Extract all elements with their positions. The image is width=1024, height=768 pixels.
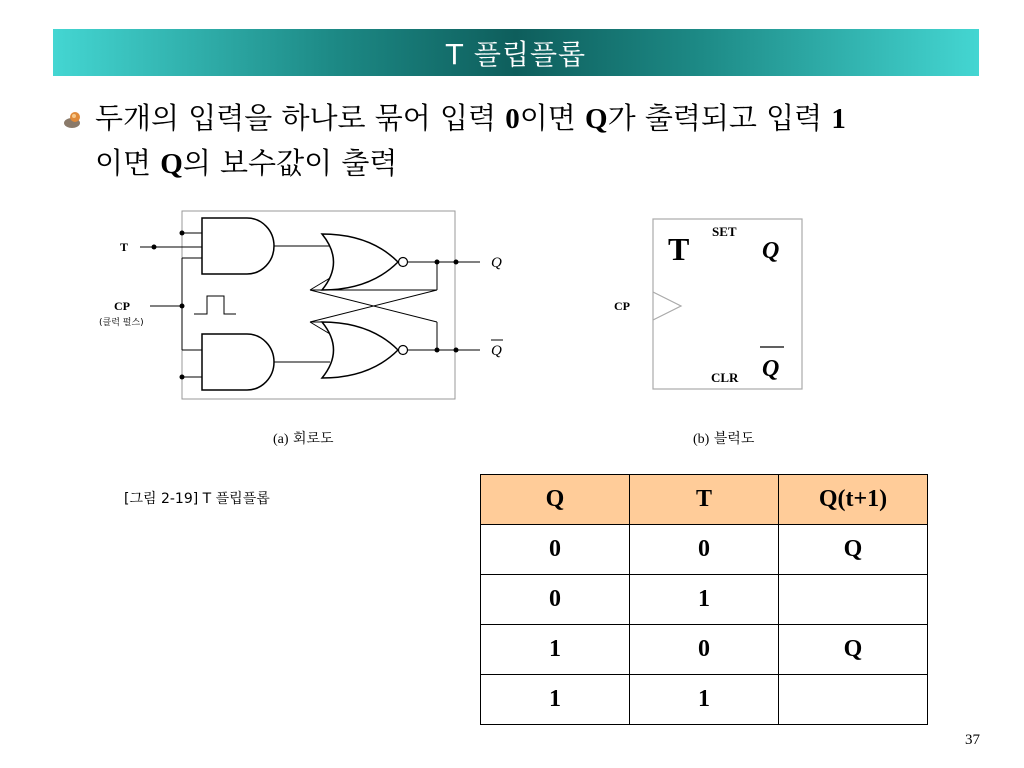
block-box <box>653 219 802 389</box>
table-header: Q <box>481 475 630 525</box>
table-cell: Q <box>779 525 928 575</box>
qbar-output-label: Q <box>491 343 502 359</box>
truth-table <box>480 474 928 725</box>
table-cell: 1 <box>630 575 779 625</box>
text-run: 두개의 입력을 하나로 묶어 입력 <box>95 101 506 135</box>
table-cell: Q <box>779 625 928 675</box>
text-run: 이면 <box>519 101 586 135</box>
block-t-label: T <box>668 231 690 267</box>
text-run: Q <box>585 103 608 135</box>
table-row <box>481 625 928 675</box>
table-cell: 1 <box>481 675 630 725</box>
page-number: 37 <box>965 732 980 748</box>
nor-gate-bottom <box>322 322 398 378</box>
table-cell <box>779 675 928 725</box>
cp-input-label: CP <box>114 299 130 313</box>
q-output-label: Q <box>491 255 502 271</box>
block-cp-label: CP <box>614 299 630 313</box>
table-header-row <box>481 475 928 525</box>
table-cell: 1 <box>481 625 630 675</box>
text-run: Q <box>160 148 183 180</box>
text-run: 이면 <box>95 146 161 180</box>
block-set-label: SET <box>712 224 737 239</box>
text-run: 1 <box>831 103 846 135</box>
block-q-label: Q <box>762 238 780 264</box>
block-qbar-label: Q <box>762 356 780 382</box>
caption-b <box>693 428 754 448</box>
table-cell <box>779 575 928 625</box>
and-gate-top <box>202 218 274 274</box>
table-row <box>481 525 928 575</box>
nor-gate-top <box>322 234 398 290</box>
caption-a <box>273 428 334 448</box>
caption-prefix: (b) <box>693 432 710 447</box>
cp-sublabel: (클럭 펄스) <box>99 318 144 328</box>
table-cell: 1 <box>630 675 779 725</box>
table-cell: 0 <box>481 525 630 575</box>
text-run: 의 보수값이 출력 <box>182 146 398 180</box>
table-header: Q(t+1) <box>779 475 928 525</box>
table-row <box>481 575 928 625</box>
bullet-line-1 <box>95 96 995 141</box>
caption-text: 회로도 <box>293 431 334 447</box>
t-input-label: T <box>120 240 129 254</box>
and-gate-bottom <box>202 334 274 390</box>
bullet-icon <box>63 110 85 130</box>
bullet-text <box>95 96 995 186</box>
caption-prefix: (a) <box>273 432 289 447</box>
title-bar <box>53 29 979 76</box>
text-run: 0 <box>505 103 520 135</box>
bullet-line-2 <box>95 141 995 186</box>
table-cell: 0 <box>630 625 779 675</box>
table-row <box>481 675 928 725</box>
page-title: T 플립플롭 <box>445 37 587 71</box>
table-cell: 0 <box>481 575 630 625</box>
table-cell: 0 <box>630 525 779 575</box>
figure-caption: [그림 2-19] T 플립플롭 <box>124 491 270 507</box>
text-run: 가 출력되고 입력 <box>607 101 832 135</box>
caption-text: 블럭도 <box>713 431 755 447</box>
block-clr-label: CLR <box>711 370 739 385</box>
table-header: T <box>630 475 779 525</box>
